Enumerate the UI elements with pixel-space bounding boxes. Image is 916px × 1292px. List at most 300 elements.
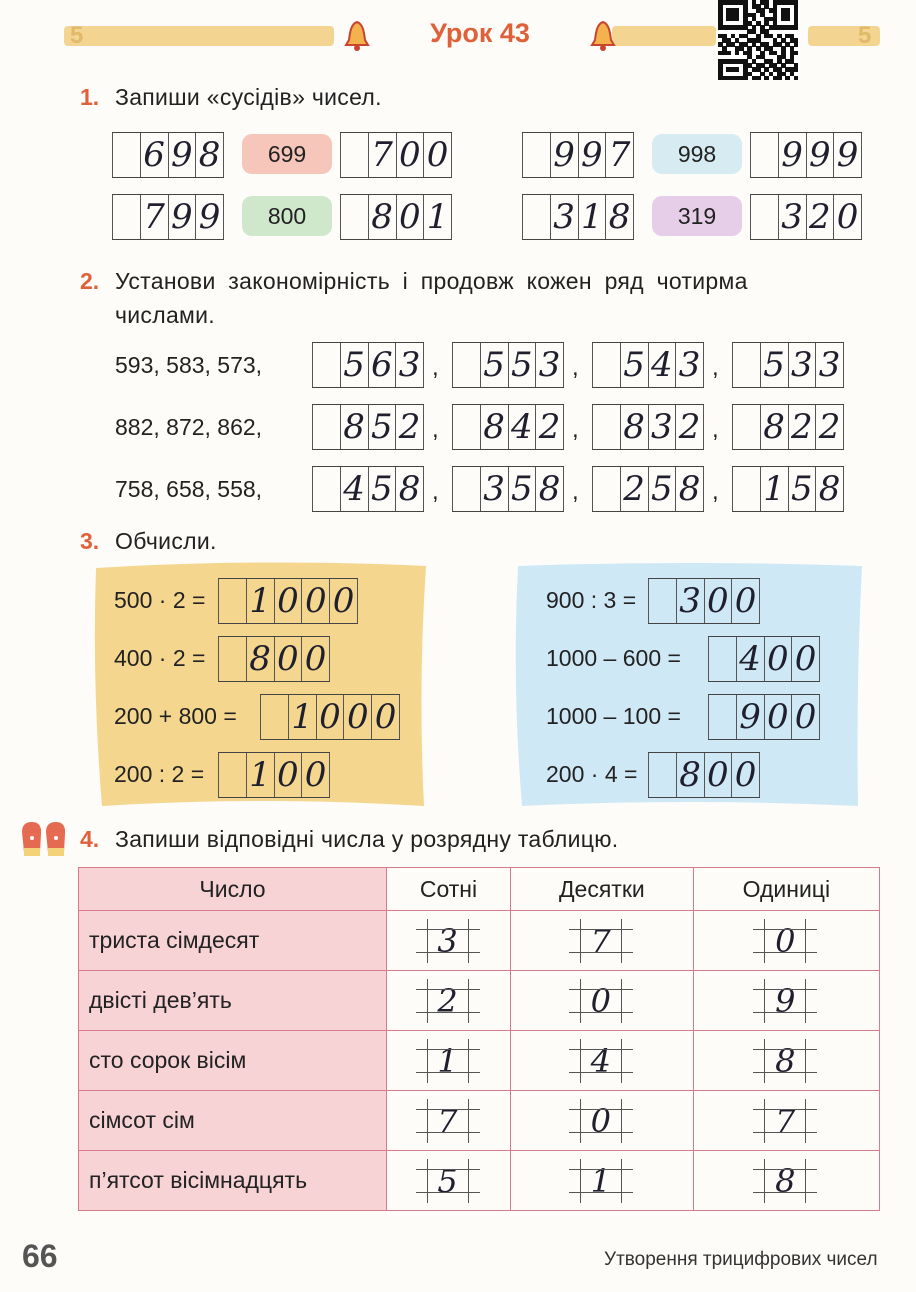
grid-cell — [731, 579, 760, 623]
grid-cell — [788, 405, 816, 449]
grid-cell — [788, 343, 816, 387]
grid-cell — [396, 195, 424, 239]
grid-cell — [423, 133, 452, 177]
grid-cell — [452, 467, 480, 511]
grid-cell — [760, 343, 788, 387]
handwritten-digit: 9 — [553, 135, 575, 175]
digit-box — [427, 919, 469, 963]
handwritten-digit: 0 — [346, 697, 369, 737]
sequence-given: 758, 658, 558, — [115, 476, 263, 502]
qr-module — [794, 67, 799, 72]
handwritten-digit: 2 — [818, 407, 841, 447]
grid-cell — [168, 195, 196, 239]
grid-cell — [550, 133, 578, 177]
grid-cell — [648, 343, 676, 387]
handwritten-digit: 7 — [775, 1102, 796, 1140]
comma: , — [432, 354, 439, 381]
digit-box — [427, 1039, 469, 1083]
handwritten-digit: 0 — [319, 697, 341, 737]
bell-icon — [344, 20, 370, 52]
comma: , — [712, 416, 719, 443]
number-words: триста сімдесят — [79, 911, 387, 971]
handwritten-digit: 8 — [623, 407, 645, 447]
grid-cell — [732, 405, 760, 449]
task3-number: 3. — [80, 528, 100, 554]
grid-cell — [452, 405, 480, 449]
digit-box — [580, 979, 622, 1023]
grid-cell — [732, 467, 760, 511]
grid-cell — [288, 695, 316, 739]
task2-text-line1: Установи закономірність і продовж кожен ряд чотирма — [115, 268, 748, 294]
handwritten-digit: 2 — [791, 407, 813, 447]
grid-cell — [833, 195, 862, 239]
neighbor-before-grid[interactable] — [522, 194, 634, 240]
handwritten-digit: 0 — [332, 581, 355, 621]
table-row — [79, 911, 880, 971]
grid-cell — [301, 637, 330, 681]
handwritten-digit: 0 — [426, 135, 449, 175]
handwritten-digit: 5 — [483, 345, 505, 385]
table-row — [79, 971, 880, 1031]
handwritten-digit: 5 — [371, 469, 393, 509]
qr-module — [794, 51, 799, 56]
grid-cell — [620, 343, 648, 387]
grid-cell — [675, 467, 704, 511]
qr-module — [785, 17, 790, 22]
task1-number: 1. — [80, 84, 100, 110]
handwritten-digit: 8 — [483, 407, 505, 447]
handwritten-digit: 8 — [818, 469, 841, 509]
digit-cell[interactable] — [511, 971, 694, 1031]
handwritten-digit: 0 — [399, 197, 421, 237]
handwritten-digit: 4 — [651, 345, 673, 385]
neighbor-before-grid[interactable] — [112, 194, 224, 240]
grid-cell — [112, 133, 140, 177]
grid-cell — [368, 133, 396, 177]
expression-right: 1000 – 100 = — [546, 703, 681, 729]
answer-grid-left[interactable] — [218, 636, 330, 682]
grid-cell — [736, 695, 764, 739]
grid-cell — [218, 753, 246, 797]
grid-cell — [329, 579, 358, 623]
qr-module — [764, 76, 769, 81]
neighbor-after-grid[interactable] — [340, 132, 452, 178]
qr-module — [794, 25, 799, 30]
expression-left: 200 : 2 = — [114, 761, 205, 787]
grid-cell — [301, 579, 329, 623]
handwritten-digit: 6 — [371, 345, 393, 385]
expression-left: 200 + 800 = — [114, 703, 237, 729]
grid-cell — [764, 695, 792, 739]
number-words: сто сорок вісім — [79, 1031, 387, 1091]
digit-cell[interactable] — [511, 911, 694, 971]
grid-cell — [340, 133, 368, 177]
bell-icon — [590, 20, 616, 52]
answer-grid-left[interactable] — [218, 578, 358, 624]
digit-cell[interactable] — [387, 971, 511, 1031]
sequence-answer-grid[interactable] — [452, 466, 564, 512]
handwritten-digit: 3 — [791, 345, 813, 385]
handwritten-digit: 0 — [590, 982, 612, 1020]
grid-cell — [340, 405, 368, 449]
digit-cell[interactable] — [511, 1151, 694, 1211]
grid-cell — [704, 579, 732, 623]
expression-left: 500 · 2 = — [114, 587, 206, 613]
handwritten-digit: 3 — [679, 581, 701, 621]
digit-box — [764, 919, 806, 963]
expression-right: 200 · 4 = — [546, 761, 638, 787]
handwritten-digit: 4 — [739, 639, 761, 679]
grid-cell — [340, 467, 368, 511]
sequence-answer-grid[interactable] — [452, 404, 564, 450]
handwritten-digit: 0 — [767, 639, 789, 679]
answer-grid-right[interactable] — [708, 694, 820, 740]
sequence-answer-grid[interactable] — [592, 342, 704, 388]
grid-cell — [368, 405, 396, 449]
grid-cell — [791, 695, 820, 739]
mittens-icon — [16, 818, 70, 862]
digit-box — [764, 1099, 806, 1143]
handwritten-digit: 0 — [374, 697, 397, 737]
handwritten-digit: 0 — [277, 639, 299, 679]
grid-cell — [535, 405, 564, 449]
handwritten-digit: 8 — [763, 407, 785, 447]
grid-cell — [316, 695, 344, 739]
sequence-answer-grid[interactable] — [592, 466, 704, 512]
comma: , — [712, 478, 719, 505]
grid-cell — [815, 467, 844, 511]
handwritten-digit: 5 — [437, 1162, 458, 1200]
grid-cell — [340, 195, 368, 239]
digit-box — [764, 979, 806, 1023]
handwritten-digit: 7 — [590, 922, 612, 960]
qr-module — [777, 76, 782, 81]
handwritten-digit: 0 — [707, 581, 729, 621]
sequence-answer-grid[interactable] — [732, 404, 844, 450]
number-words: п’ятсот вісімнадцять — [79, 1151, 387, 1211]
grid-cell — [592, 343, 620, 387]
page-mark-left: 5 — [70, 22, 84, 49]
digit-cell[interactable] — [693, 911, 879, 971]
grid-cell — [274, 579, 302, 623]
sequence-answer-grid[interactable] — [592, 404, 704, 450]
qr-module — [726, 51, 731, 56]
handwritten-digit: 6 — [143, 135, 165, 175]
handwritten-digit: 5 — [791, 469, 813, 509]
comma: , — [572, 416, 579, 443]
answer-grid-right[interactable] — [708, 636, 820, 682]
grid-cell — [750, 133, 778, 177]
digit-box — [580, 1159, 622, 1203]
grid-cell — [648, 753, 676, 797]
grid-cell — [395, 467, 424, 511]
grid-cell — [592, 467, 620, 511]
handwritten-digit: 1 — [581, 197, 603, 237]
handwritten-digit: 3 — [818, 345, 841, 385]
grid-cell — [778, 133, 806, 177]
handwritten-digit: 1 — [249, 581, 272, 621]
grid-cell — [371, 695, 400, 739]
grid-cell — [246, 753, 274, 797]
grid-cell — [806, 133, 834, 177]
grid-cell — [195, 133, 224, 177]
grid-cell — [396, 133, 424, 177]
comma: , — [432, 478, 439, 505]
sequence-answer-grid[interactable] — [732, 466, 844, 512]
answer-grid-right[interactable] — [648, 578, 760, 624]
handwritten-digit: 8 — [398, 469, 421, 509]
grid-cell — [508, 467, 536, 511]
comma: , — [712, 354, 719, 381]
digit-cell[interactable] — [693, 1091, 879, 1151]
neighbor-after-grid[interactable] — [750, 132, 862, 178]
answer-grid-left[interactable] — [218, 752, 330, 798]
handwritten-digit: 0 — [734, 581, 757, 621]
grid-cell — [750, 195, 778, 239]
handwritten-digit: 7 — [371, 135, 393, 175]
grid-cell — [806, 195, 834, 239]
task2-number: 2. — [80, 268, 100, 294]
grid-cell — [676, 579, 704, 623]
grid-cell — [140, 133, 168, 177]
handwritten-digit: 8 — [249, 639, 271, 679]
grid-cell — [274, 753, 302, 797]
grid-cell — [620, 467, 648, 511]
handwritten-digit: 8 — [608, 197, 631, 237]
grid-cell — [760, 467, 788, 511]
grid-cell — [368, 467, 396, 511]
grid-cell — [736, 637, 764, 681]
handwritten-digit: 0 — [399, 135, 421, 175]
digit-box — [764, 1039, 806, 1083]
handwritten-digit: 7 — [437, 1102, 458, 1140]
sequence-answer-grid[interactable] — [732, 342, 844, 388]
handwritten-digit: 1 — [590, 1162, 612, 1200]
sequence-answer-grid[interactable] — [312, 466, 424, 512]
handwritten-digit: 3 — [651, 407, 673, 447]
grid-cell — [168, 133, 196, 177]
handwritten-digit: 9 — [739, 697, 761, 737]
handwritten-digit: 3 — [398, 345, 421, 385]
grid-cell — [140, 195, 168, 239]
handwritten-digit: 0 — [794, 639, 817, 679]
given-number-pill: 699 — [242, 134, 332, 174]
grid-cell — [675, 343, 704, 387]
handwritten-digit: 9 — [198, 197, 221, 237]
digit-box — [580, 1099, 622, 1143]
grid-cell — [395, 343, 424, 387]
grid-cell — [480, 467, 508, 511]
handwritten-digit: 5 — [511, 345, 533, 385]
handwritten-digit: 5 — [511, 469, 533, 509]
grid-cell — [423, 195, 452, 239]
handwritten-digit: 8 — [775, 1042, 796, 1080]
number-words: двісті дев’ять — [79, 971, 387, 1031]
handwritten-digit: 9 — [581, 135, 603, 175]
handwritten-digit: 4 — [590, 1042, 612, 1080]
task1-text: Запиши «сусідів» чисел. — [115, 84, 382, 110]
comma: , — [432, 416, 439, 443]
task4-number: 4. — [80, 826, 100, 852]
grid-cell — [195, 195, 224, 239]
neighbor-before-grid[interactable] — [112, 132, 224, 178]
grid-cell — [578, 195, 606, 239]
grid-cell — [246, 579, 274, 623]
handwritten-digit: 1 — [291, 697, 314, 737]
grid-cell — [535, 467, 564, 511]
grid-cell — [732, 343, 760, 387]
handwritten-digit: 9 — [809, 135, 831, 175]
handwritten-digit: 9 — [775, 982, 796, 1020]
handwritten-digit: 8 — [198, 135, 221, 175]
handwritten-digit: 5 — [763, 345, 785, 385]
grid-cell — [480, 405, 508, 449]
sequence-given: 593, 583, 573, — [115, 352, 263, 378]
answer-grid-left[interactable] — [260, 694, 400, 740]
digit-box — [580, 1039, 622, 1083]
handwritten-digit: 3 — [781, 197, 803, 237]
given-number-pill: 998 — [652, 134, 742, 174]
digit-cell[interactable] — [693, 1151, 879, 1211]
sequence-answer-grid[interactable] — [452, 342, 564, 388]
handwritten-digit: 2 — [678, 407, 701, 447]
handwritten-digit: 2 — [809, 197, 831, 237]
digit-cell[interactable] — [387, 1091, 511, 1151]
grid-cell — [260, 695, 288, 739]
handwritten-digit: 8 — [343, 407, 365, 447]
grid-cell — [605, 133, 634, 177]
grid-cell — [312, 343, 340, 387]
handwritten-digit: 7 — [608, 135, 631, 175]
sequence-given: 882, 872, 862, — [115, 414, 263, 440]
handwritten-digit: 0 — [277, 581, 299, 621]
digit-cell[interactable] — [387, 1151, 511, 1211]
table-row — [79, 1151, 880, 1211]
grid-cell — [708, 637, 736, 681]
neighbor-after-grid[interactable] — [340, 194, 452, 240]
grid-cell — [301, 753, 330, 797]
handwritten-digit: 0 — [707, 755, 729, 795]
given-number-pill: 319 — [652, 196, 742, 236]
digit-cell[interactable] — [693, 1031, 879, 1091]
handwritten-digit: 3 — [538, 345, 561, 385]
expression-right: 1000 – 600 = — [546, 645, 681, 671]
grid-cell — [218, 579, 246, 623]
handwritten-digit: 5 — [343, 345, 365, 385]
digit-box — [427, 1099, 469, 1143]
header-units: Одиниці — [693, 868, 879, 911]
handwritten-digit: 0 — [304, 639, 327, 679]
grid-cell — [508, 405, 536, 449]
digit-cell[interactable] — [387, 911, 511, 971]
grid-cell — [368, 343, 396, 387]
grid-cell — [312, 405, 340, 449]
handwritten-digit: 5 — [651, 469, 673, 509]
handwritten-digit: 8 — [678, 469, 701, 509]
header-hundreds: Сотні — [387, 868, 511, 911]
digit-cell[interactable] — [693, 971, 879, 1031]
grid-cell — [764, 637, 792, 681]
grid-cell — [676, 753, 704, 797]
sequence-answer-grid[interactable] — [312, 404, 424, 450]
lesson-title: Урок 43 — [430, 18, 530, 48]
digit-cell[interactable] — [387, 1031, 511, 1091]
comma: , — [572, 354, 579, 381]
handwritten-digit: 3 — [553, 197, 575, 237]
sequence-answer-grid[interactable] — [312, 342, 424, 388]
qr-module — [756, 76, 761, 81]
qr-module — [735, 51, 740, 56]
grid-cell — [648, 467, 676, 511]
handwritten-digit: 8 — [371, 197, 393, 237]
grid-cell — [760, 405, 788, 449]
qr-code[interactable] — [718, 0, 800, 80]
grid-cell — [368, 195, 396, 239]
digit-cell[interactable] — [511, 1031, 694, 1091]
handwritten-digit: 4 — [343, 469, 365, 509]
grid-cell — [218, 637, 246, 681]
grid-cell — [791, 637, 820, 681]
handwritten-digit: 3 — [437, 922, 458, 960]
grid-cell — [452, 343, 480, 387]
grid-cell — [343, 695, 371, 739]
grid-cell — [708, 695, 736, 739]
handwritten-digit: 1 — [763, 469, 785, 509]
qr-module — [743, 76, 748, 81]
handwritten-digit: 3 — [483, 469, 505, 509]
grid-cell — [731, 753, 760, 797]
table-row — [79, 1031, 880, 1091]
task3-text: Обчисли. — [115, 528, 217, 554]
grid-cell — [522, 133, 550, 177]
qr-module — [735, 17, 740, 22]
grid-cell — [592, 405, 620, 449]
header-number: Число — [79, 868, 387, 911]
header-tens: Десятки — [511, 868, 694, 911]
comma: , — [572, 478, 579, 505]
neighbor-before-grid[interactable] — [522, 132, 634, 178]
task2-text-line2: числами. — [115, 302, 215, 328]
grid-cell — [112, 195, 140, 239]
place-value-table — [78, 867, 880, 1211]
handwritten-digit: 2 — [398, 407, 421, 447]
grid-cell — [274, 637, 302, 681]
grid-cell — [246, 637, 274, 681]
neighbor-after-grid[interactable] — [750, 194, 862, 240]
digit-box — [427, 979, 469, 1023]
grid-cell — [508, 343, 536, 387]
grid-cell — [675, 405, 704, 449]
answer-grid-right[interactable] — [648, 752, 760, 798]
handwritten-digit: 5 — [623, 345, 645, 385]
handwritten-digit: 9 — [171, 135, 193, 175]
grid-cell — [648, 405, 676, 449]
grid-cell — [522, 195, 550, 239]
given-number-pill: 800 — [242, 196, 332, 236]
handwritten-digit: 2 — [538, 407, 561, 447]
handwritten-digit: 0 — [277, 755, 299, 795]
grid-cell — [605, 195, 634, 239]
grid-cell — [340, 343, 368, 387]
grid-cell — [480, 343, 508, 387]
digit-cell[interactable] — [511, 1091, 694, 1151]
header-band-left — [64, 26, 334, 46]
handwritten-digit: 2 — [623, 469, 645, 509]
grid-cell — [788, 467, 816, 511]
qr-module — [735, 67, 740, 72]
task4-text: Запиши відповідні числа у розрядну таблицю. — [115, 826, 619, 852]
handwritten-digit: 8 — [775, 1162, 796, 1200]
